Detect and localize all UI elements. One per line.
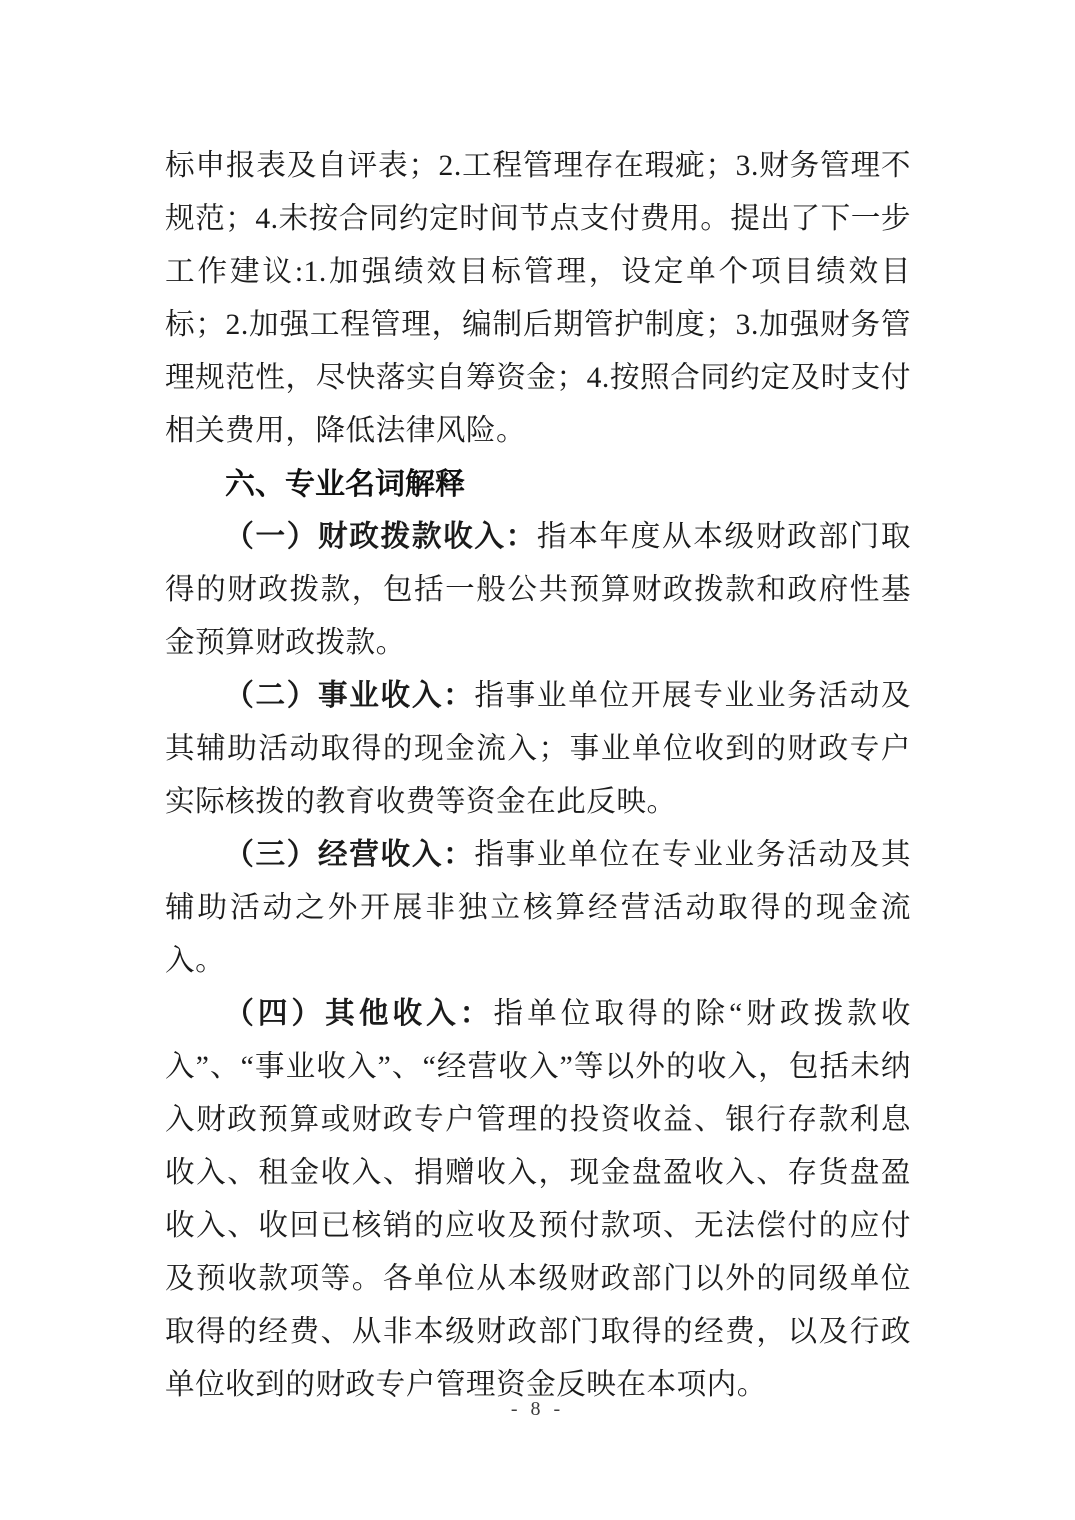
definition-text: 指事业单位在专业业务活动及其辅助活动之外开展非独立核算经营活动取得的现金流入。 [165,839,912,977]
page-number: - 8 - [510,1398,565,1420]
definition-paragraph [165,670,911,829]
definition-paragraph [165,988,911,1412]
intro-paragraph: 标申报表及自评表；2.工程管理存在瑕疵；3.财务管理不规范；4.未按合同约定时间节点支付费用。提出了下一步工作建议:1.加强绩效目标管理，设定单个项目绩效目标；2.加强工程管理，编制后期管护制度；3.加强财务管理规范性，尽快落实自筹资金；4.按照合同约定及时支付相关费用，降低法律风险。 [165,150,911,447]
section-heading: 六、专业名词解释 [225,468,465,501]
definition-paragraph [165,511,911,670]
definition-term: （四）其他收入： [224,998,494,1030]
definition-text: 指单位取得的除“财政拨款收入”、“事业收入”、“经营收入”等以外的收入，包括未纳入财政预算或财政专户管理的投资收益、银行存款利息收入、租金收入、捐赠收入，现金盘盈收入、存货盘盈收入、收回已核销的应收及预付款项、无法偿付的应付及预收款项等。各单位从本级财政部门以外的同级单位取得的经费、从非本级财政部门取得的经费，以及行政单位收到的财政专户管理资金反映在本项内。 [165,998,912,1401]
definition-paragraph [165,829,911,988]
definition-term: （二）事业收入： [224,680,475,712]
definition-text: 指本年度从本级财政部门取得的财政拨款，包括一般公共预算财政拨款和政府性基金预算财政拨款。 [165,521,912,659]
definition-text: 指事业单位开展专业业务活动及其辅助活动取得的现金流入；事业单位收到的财政专户实际核拨的教育收费等资金在此反映。 [165,680,912,818]
definition-term: （三）经营收入： [224,839,475,871]
definition-term: （一）财政拨款收入： [224,521,537,553]
document-body [165,140,911,1412]
